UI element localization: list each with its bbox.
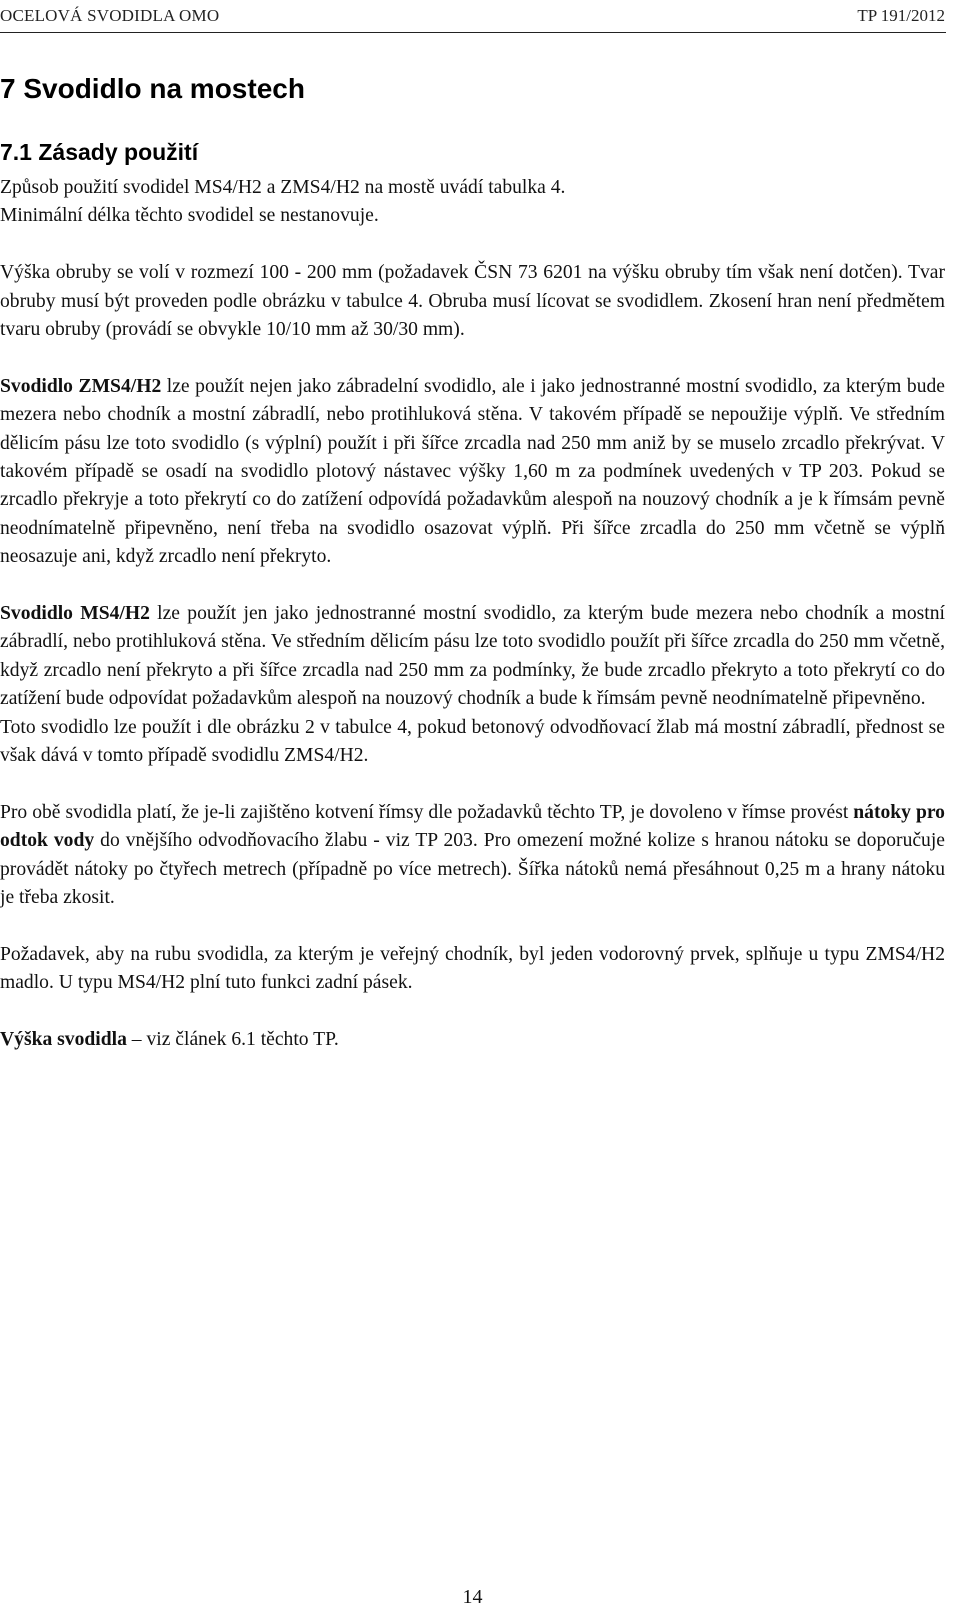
zms4-text: lze použít nejen jako zábradelní svodidlo, ale i jako jednostranné mostní svodidlo, za kterým bude mezera nebo chodník a mostní zábradlí, nebo protihluková stěna. V takovém případě se nepoužije výplň. Ve středním dělicím pásu lze toto svodidlo (s výplní) použít i při šířce zrcadla nad 250 mm aniž by se muselo zrcadlo překrývat. V takovém případě se osadí na svodidlo plotový nástavec výšky 1,60 m za podmínek uvedených v TP 203. Pokud se zrcadlo překryje a toto překrytí co do zatížení odpovídá požadavkům alespoň na nouzový chodník a je k římsám pevně neodnímatelně připevněno, není třeba na svodidlo osazovat výplň. Při šířce zrcadla do 250 mm včetně se výplň neosazuje ani, když zrcadlo není překryto.	[0, 375, 946, 568]
ms4-text: lze použít jen jako jednostranné mostní svodidlo, za kterým bude mezera nebo chodník a mostní zábradlí, nebo protihluková stěna. Ve středním dělicím pásu lze toto svodidlo použít při šířce zrcadla do 250 mm včetně, když zrcadlo není překryto a při šířce zrcadla nad 250 mm za podmínky, že bude zrcadlo překryto a toto překrytí co do zatížení bude odpovídat požadavkům alespoň na nouzový chodník a bude k římsám pevně neodnímatelně připevněno.	[0, 603, 945, 710]
subsection-heading: 7.1 Zásady použití	[0, 139, 199, 165]
paragraph-usage-line2: Minimální délka těchto svodidel se nestanovuje.	[0, 205, 379, 227]
zms4-term: Svodidlo ZMS4/H2	[0, 375, 162, 397]
section-heading: 7 Svodidlo na mostech	[0, 73, 305, 104]
page-number: 14	[462, 1586, 483, 1608]
inlets-text-before: Pro obě svodidla platí, že je-li zajištěno kotvení římsy dle požadavků těchto TP, je dovoleno v římse provést	[0, 801, 854, 823]
header-doc-id: TP 191/2012	[857, 6, 945, 25]
paragraph-rear-element: Požadavek, aby na rubu svodidla, za kterým je veřejný chodník, byl jeden vodorovný prvek, splňuje u typu ZMS4/H2 madlo. U typu MS4/H2 plní tuto funkci zadní pásek.	[0, 943, 945, 994]
paragraph-usage	[0, 174, 945, 231]
header-title: OCELOVÁ SVODIDLA OMO	[0, 6, 220, 25]
paragraph-drainage-inlets	[0, 799, 945, 913]
paragraph-ms4-drainage: Toto svodidlo lze použít i dle obrázku 2 v tabulce 4, pokud betonový odvodňovací žlab má mostní zábradlí, přednost se však dává v tomto případě svodidlu ZMS4/H2.	[0, 716, 945, 767]
paragraph-ms4	[0, 600, 945, 714]
paragraph-barrier-height	[0, 1026, 945, 1054]
inlets-text-after: do vnějšího odvodňovacího žlabu - viz TP 203. Pro omezení možné kolize s hranou nátoku se doporučuje provádět nátoky po čtyřech metrech (případně po více metrech). Šířka nátoků nemá přesáhnout 0,25 m a hrany nátoku je třeba zkosit.	[0, 830, 945, 909]
paragraph-usage-line1: Způsob použití svodidel MS4/H2 a ZMS4/H2 na mostě uvádí tabulka 4.	[0, 177, 566, 198]
paragraph-curb: Výška obruby se volí v rozmezí 100 - 200 mm (požadavek ČSN 73 6201 na výšku obruby tím však není dotčen). Tvar obruby musí být proveden podle obrázku v tabulce 4. Obruba musí lícovat se svodidlem. Zkosení hran není předmětem tvaru obruby (provádí se obvykle 10/10 mm až 30/30 mm).	[0, 262, 945, 341]
header-rule	[0, 32, 946, 33]
paragraph-zms4	[0, 373, 945, 572]
barrier-height-text: – viz článek 6.1 těchto TP.	[126, 1029, 339, 1051]
barrier-height-term: Výška svodidla	[0, 1029, 127, 1051]
inlets-term: nátoky pro odtok vody	[0, 801, 945, 852]
body-text	[0, 174, 945, 1055]
ms4-term: Svodidlo MS4/H2	[0, 603, 150, 625]
